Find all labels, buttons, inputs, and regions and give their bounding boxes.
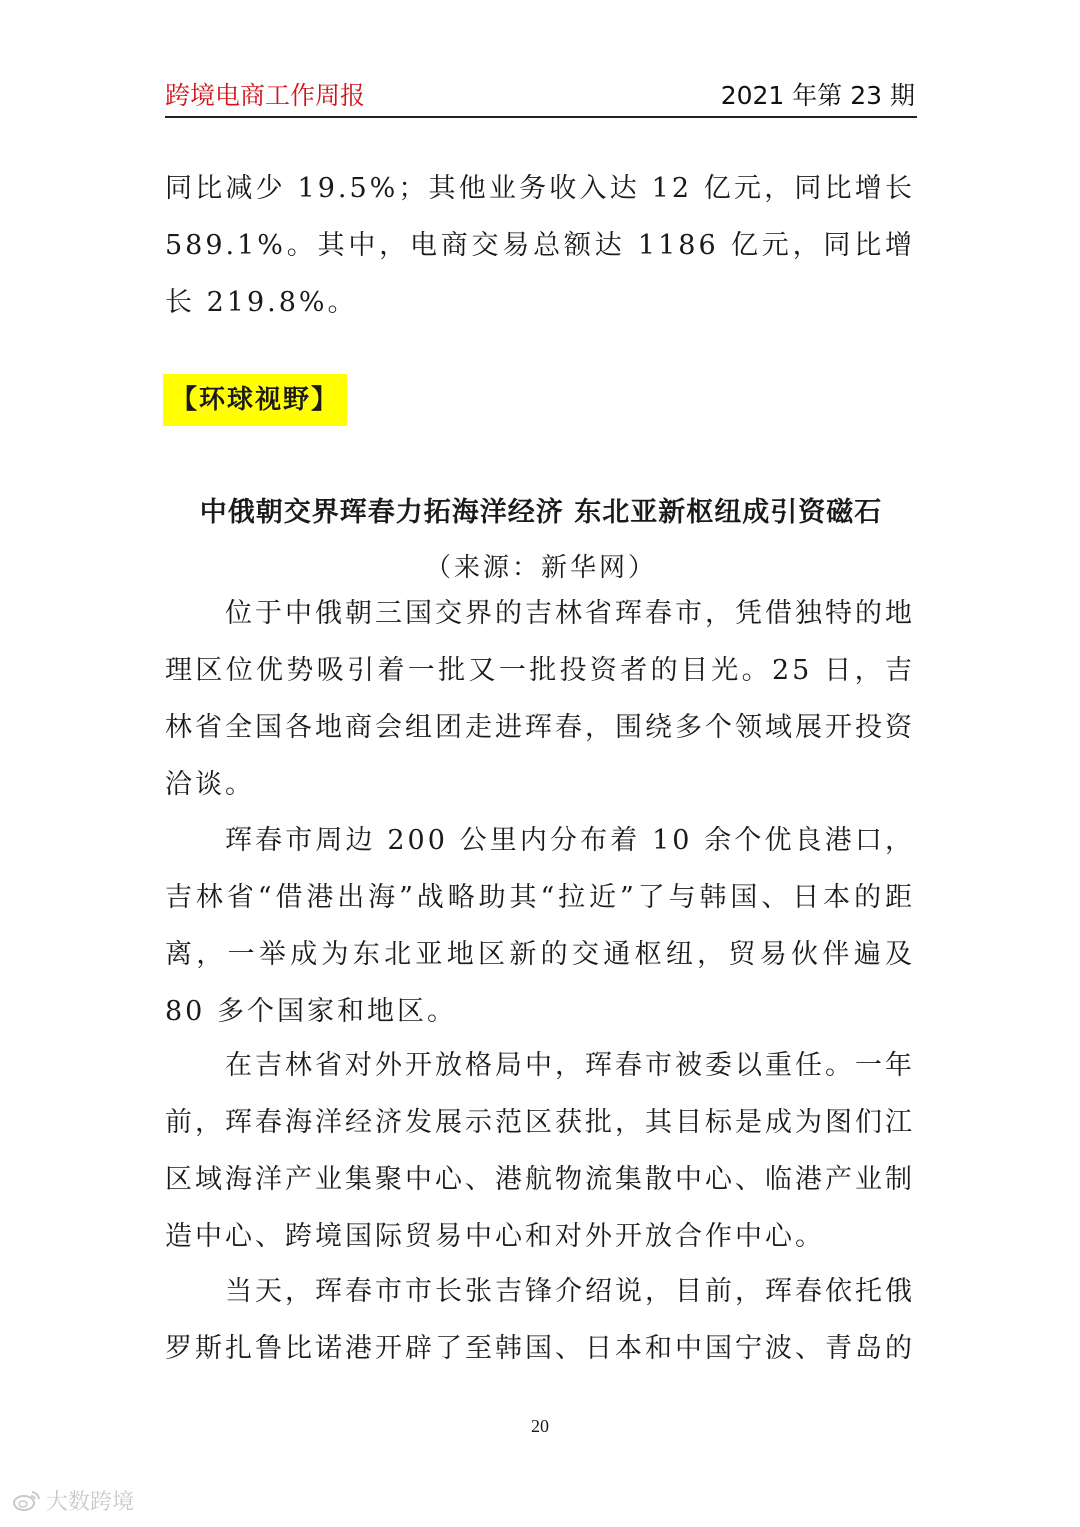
- section-label: 【环球视野】: [163, 374, 347, 426]
- page-header: [165, 76, 917, 118]
- article-paragraph-1: 位于中俄朝三国交界的吉林省珲春市，凭借独特的地理区位优势吸引着一批又一批投资者的目光。25 日，吉林省全国各地商会组团走进珲春，围绕多个领域展开投资洽谈。: [165, 598, 915, 800]
- watermark-text: 大数跨境: [46, 1489, 135, 1515]
- continued-paragraph: 同比减少 19.5%；其他业务收入达 12 亿元，同比增长 589.1%。其中，电商交易总额达 1186 亿元，同比增长 219.8%。: [165, 173, 915, 318]
- issue-number: 2021 年第 23 期: [720, 81, 915, 110]
- article-paragraph-2: 珲春市周边 200 公里内分布着 10 余个优良港口，吉林省“借港出海”战略助其“拉近”了与韩国、日本的距离，一举成为东北亚地区新的交通枢纽，贸易伙伴遍及 80 多个国家和地区。: [165, 825, 915, 1027]
- publication-title: 跨境电商工作周报: [165, 81, 366, 110]
- article-paragraph-3: 在吉林省对外开放格局中，珲春市被委以重任。一年前，珲春海洋经济发展示范区获批，其目标是成为图们江区域海洋产业集聚中心、港航物流集散中心、临港产业制造中心、跨境国际贸易中心和对外开放合作中心。: [165, 1050, 915, 1252]
- article-paragraph-4: 当天，珲春市市长张吉锋介绍说，目前，珲春依托俄罗斯扎鲁比诺港开辟了至韩国、日本和中国宁波、青岛的: [165, 1276, 915, 1364]
- watermark: [12, 1486, 134, 1514]
- weibo-icon: [12, 1488, 42, 1512]
- article-source: （来源：新华网）: [424, 553, 657, 583]
- page-number: 20: [531, 1416, 549, 1436]
- article-title: 中俄朝交界珲春力拓海洋经济 东北亚新枢纽成引资磁石: [199, 497, 883, 528]
